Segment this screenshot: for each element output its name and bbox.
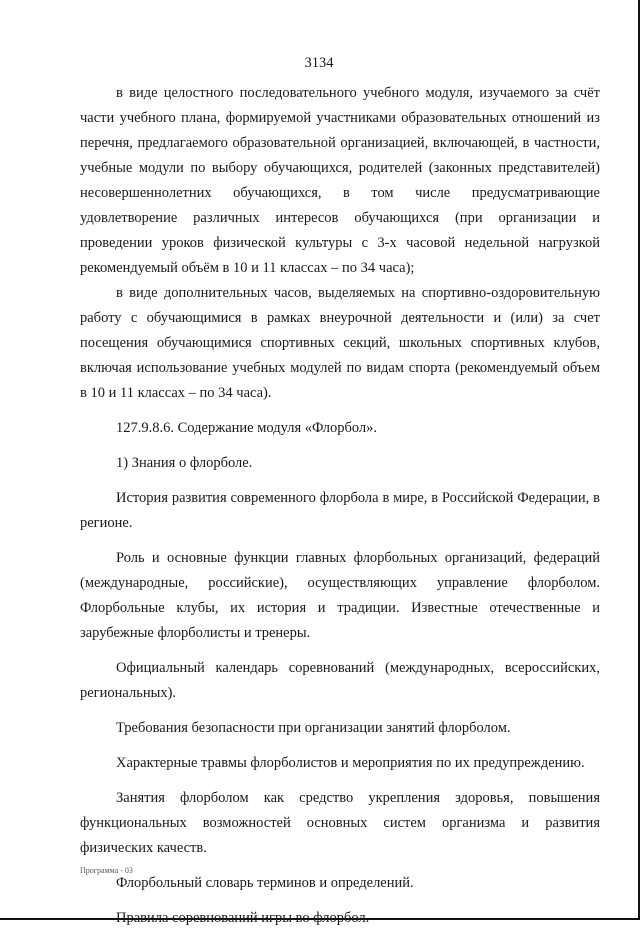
paragraph-9: Характерные травмы флорболистов и мероприятия по их предупреждению. xyxy=(116,755,585,771)
paragraph-1: в виде целостного последовательного учебного модуля, изучаемого за счёт части учебного плана, формируемой участниками образовательных отношений из перечня, предлагаемого образовательной организацией, включающей, в частности, учебные модули по выбору обучающихся, родителей (законных представителей) несовершеннолетних обучающихся, в том числе предусматривающие удовлетворение различных интересов обучающихся (при организации и проведении уроков физической культуры с 3-х часовой недельной нагрузкой рекомендуемый объём в 10 и 11 классах – по 34 часа); xyxy=(80,85,600,276)
paragraph-3: 127.9.8.6. Содержание модуля «Флорбол». xyxy=(116,420,378,436)
paragraph-12: Правила соревнований игры во флорбол. xyxy=(116,910,370,926)
paragraph-11: Флорбольный словарь терминов и определений. xyxy=(116,875,414,891)
paragraph-10: Занятия флорболом как средство укрепления здоровья, повышения функциональных возможностей основных систем организма и развития физических качеств. xyxy=(80,790,600,856)
paragraph-6: Роль и основные функции главных флорбольных организаций, федераций (международные, российские), осуществляющих управление флорболом. Флорбольные клубы, их история и традиции. Известные отечественные и зарубежные флорболисты и тренеры. xyxy=(80,550,600,641)
paragraph-2: в виде дополнительных часов, выделяемых на спортивно-оздоровительную работу с обучающимися в рамках внеурочной деятельности и (или) за счет посещения обучающимися спортивных секций, школьных спортивных клубов, включая использование учебных модулей по видам спорта (рекомендуемый объем в 10 и 11 классах – по 34 часа). xyxy=(80,285,600,401)
page-number: 3134 xyxy=(304,55,334,71)
paragraph-8: Требования безопасности при организации занятий флорболом. xyxy=(116,720,511,736)
footer-note: Программа - 03 xyxy=(80,866,133,875)
body-text xyxy=(80,81,600,931)
paragraph-4: 1) Знания о флорболе. xyxy=(116,455,253,471)
paragraph-5: История развития современного флорбола в мире, в Российской Федерации, в регионе. xyxy=(80,490,600,531)
paragraph-7: Официальный календарь соревнований (международных, всероссийских, региональных). xyxy=(80,660,600,701)
